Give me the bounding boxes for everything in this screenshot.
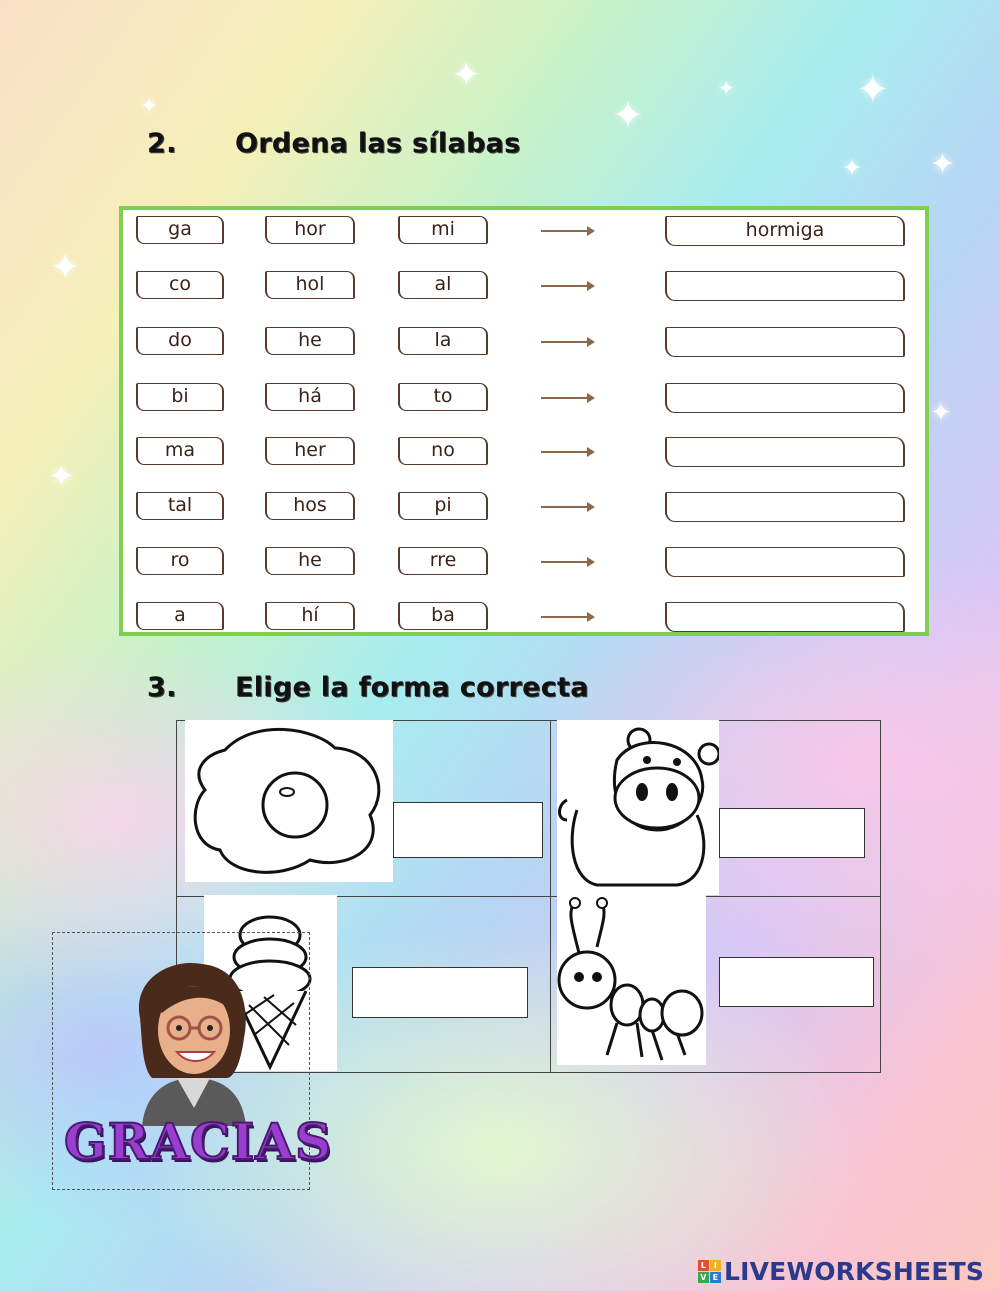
syllable-card: to [398,383,488,411]
arrow-right-icon [541,451,593,453]
sparkle-icon: ✦ [930,147,956,182]
syllable-row [123,323,925,363]
syllable-card: rre [398,547,488,575]
fried-egg-icon [185,720,393,882]
syllable-row [123,212,925,252]
syllable-card: mi [398,216,488,244]
sparkle-icon: ✦ [612,93,644,137]
arrow-right-icon [541,561,593,563]
sparkle-icon: ✦ [50,247,81,288]
section-3-number: 3. [147,672,177,703]
syllable-card: hí [265,602,355,630]
liveworksheets-logo-icon [698,1260,721,1283]
section-3-heading: Elige la forma correcta [235,672,589,703]
hippo-answer-input[interactable] [719,808,865,858]
sparkle-icon: ✦ [718,76,735,100]
syllable-card: co [136,271,224,299]
sparkle-icon: ✦ [856,67,890,113]
thanks-label: GRACIAS [64,1112,333,1171]
word-answer-input[interactable] [665,492,905,522]
logo-letter: I [710,1260,721,1271]
section-2-title [147,128,521,159]
arrow-right-icon [541,341,593,343]
arrow-right-icon [541,285,593,287]
syllable-card: no [398,437,488,465]
syllable-row [123,433,925,473]
word-answer-input[interactable] [665,602,905,632]
syllable-card: her [265,437,355,465]
syllable-card: tal [136,492,224,520]
syllable-card: pi [398,492,488,520]
word-answer-input[interactable] [665,383,905,413]
ice-cream-answer-input[interactable] [352,967,528,1018]
syllable-card: la [398,327,488,355]
syllable-card: do [136,327,224,355]
syllable-card: al [398,271,488,299]
logo-letter: L [698,1260,709,1271]
syllable-card: he [265,327,355,355]
sparkle-icon: ✦ [140,94,159,119]
arrow-right-icon [541,230,593,232]
syllable-row [123,267,925,307]
syllable-row [123,379,925,419]
sparkle-icon: ✦ [930,398,952,428]
word-answer-input[interactable] [665,271,905,301]
syllable-card: ba [398,602,488,630]
section-2-number: 2. [147,128,177,159]
syllable-card: há [265,383,355,411]
teacher-avatar [132,958,250,1126]
ant-icon [557,895,706,1065]
word-answer-input[interactable] [665,327,905,357]
syllable-card: ro [136,547,224,575]
syllable-board [119,206,929,636]
syllable-card: hor [265,216,355,244]
section-2-heading: Ordena las sílabas [235,128,521,159]
ant-answer-input[interactable] [719,957,874,1007]
syllable-row [123,488,925,528]
word-answer-input[interactable]: hormiga [665,216,905,246]
egg-answer-input[interactable] [393,802,543,858]
section-3-title [147,672,589,703]
arrow-right-icon [541,616,593,618]
syllable-row [123,543,925,583]
arrow-right-icon [541,506,593,508]
word-answer-input[interactable] [665,437,905,467]
syllable-card: ma [136,437,224,465]
syllable-card: he [265,547,355,575]
liveworksheets-logo[interactable] [698,1256,984,1286]
syllable-card: a [136,602,224,630]
logo-letter: V [698,1272,709,1283]
syllable-row [123,598,925,638]
syllable-card: hos [265,492,355,520]
brand-name: LIVEWORKSHEETS [724,1256,985,1286]
hippo-icon [557,720,719,895]
logo-letter: E [710,1272,721,1283]
syllable-card: ga [136,216,224,244]
arrow-right-icon [541,397,593,399]
word-answer-input[interactable] [665,547,905,577]
sparkle-icon: ✦ [48,457,75,495]
syllable-card: hol [265,271,355,299]
syllable-card: bi [136,383,224,411]
sparkle-icon: ✦ [452,55,481,95]
sparkle-icon: ✦ [842,154,863,182]
